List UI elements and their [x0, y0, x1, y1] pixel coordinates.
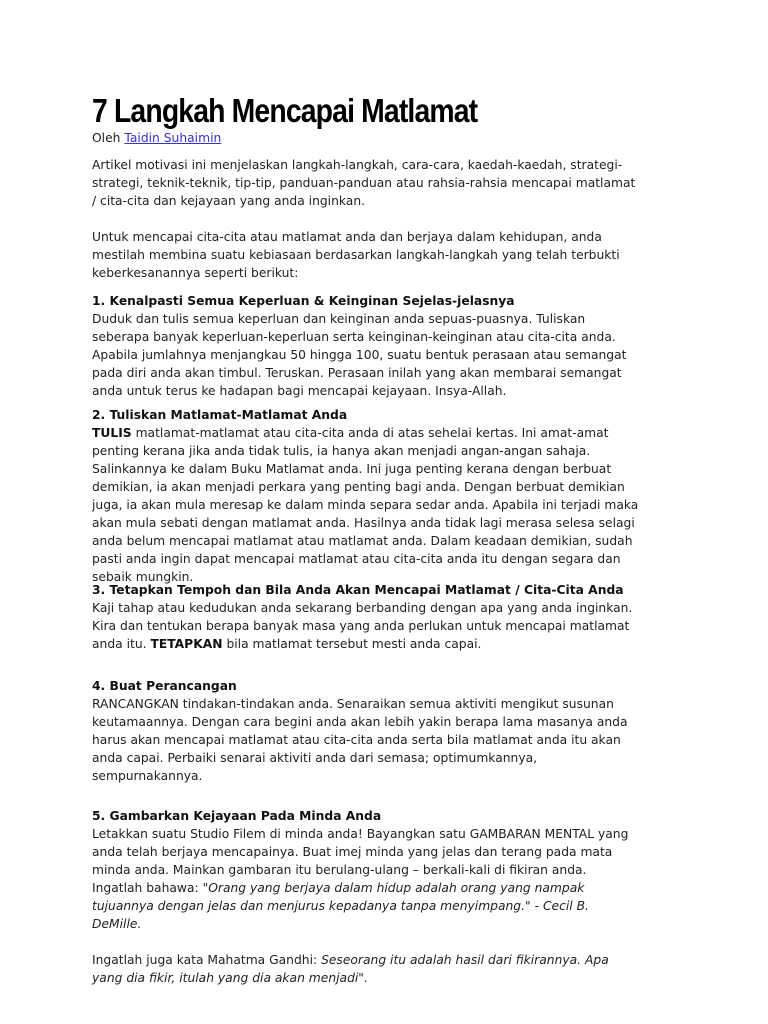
text-line: pasti anda ingin dapat mencapai matlamat atau cita-cita anda itu dengan segara dan — [92, 552, 621, 566]
author-link[interactable]: Taidin Suhaimin — [124, 131, 222, 145]
text-line: keberkesanannya seperti berikut: — [92, 266, 299, 280]
quote-text: "Orang yang berjaya dalam hidup adalah orang yang nampak — [202, 881, 585, 895]
section-4 — [92, 677, 628, 785]
intro-paragraph-1 — [92, 156, 635, 210]
text-line: minda anda. Mainkan gambaran itu berulang-ulang – berkali-kali di fikiran anda. — [92, 863, 587, 877]
text-line: strategi, teknik-teknik, tip-tip, panduan-panduan atau rahsia-rahsia mencapai matlamat — [92, 176, 636, 190]
text-line: Untuk mencapai cita-cita atau matlamat anda dan berjaya dalam kehidupan, anda — [92, 230, 602, 244]
text-line: / cita-cita dan kejayaan yang anda inginkan. — [92, 194, 366, 208]
text-line: akan mula sebati dengan matlamat anda. Hasilnya anda tidak lagi merasa selesa selagi — [92, 516, 635, 530]
text-line: Apabila jumlahnya menjangkau 50 hingga 100, suatu bentuk perasaan atau semangat — [92, 348, 627, 362]
text-line: mestilah membina suatu kebiasaan berdasarkan langkah-langkah yang telah terbukti — [92, 248, 620, 262]
section-heading: 3. Tetapkan Tempoh dan Bila Anda Akan Mencapai Matlamat / Cita-Cita Anda — [92, 583, 624, 597]
intro-paragraph-2 — [92, 228, 620, 282]
section-heading: 5. Gambarkan Kejayaan Pada Minda Anda — [92, 809, 382, 823]
text-line: sempurnakannya. — [92, 769, 203, 783]
text-line: anda capai. Perbaiki senarai aktiviti anda dari semasa; optimumkannya, — [92, 751, 538, 765]
page-title: 7 Langkah Mencapai Matlamat — [92, 92, 478, 129]
text-segment: Ingatlah bahawa: — [92, 881, 203, 895]
text-line: penting kerana jika anda tidak tulis, ia hanya akan menjadi angan-angan sahaja. — [92, 444, 591, 458]
text-segment: bila matlamat tersebut mesti anda capai. — [222, 637, 482, 651]
text-line: pada diri anda akan timbul. Teruskan. Perasaan inilah yang akan membarai semangat — [92, 366, 622, 380]
quote-text: DeMille. — [92, 917, 142, 931]
text-line: Letakkan suatu Studio Filem di minda anda! Bayangkan satu GAMBARAN MENTAL yang — [92, 827, 629, 841]
text-line: Kaji tahap atau kedudukan anda sekarang berbanding dengan apa yang anda inginkan. — [92, 601, 633, 615]
byline-prefix: Oleh — [92, 131, 121, 145]
text-line: keutamaannya. Dengan cara begini anda akan lebih yakin berapa lama masanya anda — [92, 715, 628, 729]
bold-lead: TULIS — [92, 426, 132, 440]
text-segment: Ingatlah juga kata Mahatma Gandhi: — [92, 953, 322, 967]
quote-text: yang dia fikir, itulah yang dia akan menjadi". — [92, 971, 368, 985]
text-line: anda untuk terus ke hadapan bagi mencapai kejayaan. Insya-Allah. — [92, 384, 507, 398]
text-line: demikian, ia akan menjadi perkara yang penting bagi anda. Dengan berbuat demikian — [92, 480, 625, 494]
section-3 — [92, 581, 632, 653]
text-line: anda belum mencapai matlamat atau matlamat anda. Dalam keadaan demikian, sudah — [92, 534, 633, 548]
text-line: anda telah berjaya mencapainya. Buat imej minda yang jelas dan terang pada mata — [92, 845, 613, 859]
section-5 — [92, 807, 628, 987]
section-heading: 4. Buat Perancangan — [92, 679, 237, 693]
quote-text: Seseorang itu adalah hasil dari fikirannya. Apa — [321, 953, 609, 967]
quote-text: tujuannya dengan jelas dan menjurus kepadanya tanpa menyimpang." - Cecil B. — [92, 899, 589, 913]
byline — [92, 129, 221, 147]
section-heading: 2. Tuliskan Matlamat-Matlamat Anda — [92, 408, 348, 422]
text-line: Salinkannya ke dalam Buku Matlamat anda. Ini juga penting kerana dengan berbuat — [92, 462, 612, 476]
section-1 — [92, 292, 626, 400]
text-line: juga, ia akan mula meresap ke dalam minda separa sedar anda. Apabila ini terjadi maka — [92, 498, 639, 512]
text-line: Artikel motivasi ini menjelaskan langkah-langkah, cara-cara, kaedah-kaedah, strategi- — [92, 158, 623, 172]
section-heading: 1. Kenalpasti Semua Keperluan & Keinginan Sejelas-jelasnya — [92, 294, 515, 308]
text-line: sebaik mungkin. — [92, 570, 194, 584]
text-segment: matlamat-matlamat atau cita-cita anda di atas sehelai kertas. Ini amat-amat — [131, 426, 609, 440]
text-line: RANCANGKAN tindakan-tindakan anda. Senaraikan semua aktiviti mengikut susunan — [92, 697, 614, 711]
text-segment: anda itu. — [92, 637, 151, 651]
text-line: Duduk dan tulis semua keperluan dan keinginan anda sepuas-puasnya. Tuliskan — [92, 312, 586, 326]
text-line: harus akan mencapai matlamat atau cita-cita anda serta bila matlamat anda itu akan — [92, 733, 621, 747]
bold-word: TETAPKAN — [150, 637, 223, 651]
text-line: Kira dan tentukan berapa banyak masa yang anda perlukan untuk mencapai matlamat — [92, 619, 630, 633]
section-2 — [92, 406, 638, 586]
text-line: seberapa banyak keperluan-keperluan serta keinginan-keinginan atau cita-cita anda. — [92, 330, 616, 344]
